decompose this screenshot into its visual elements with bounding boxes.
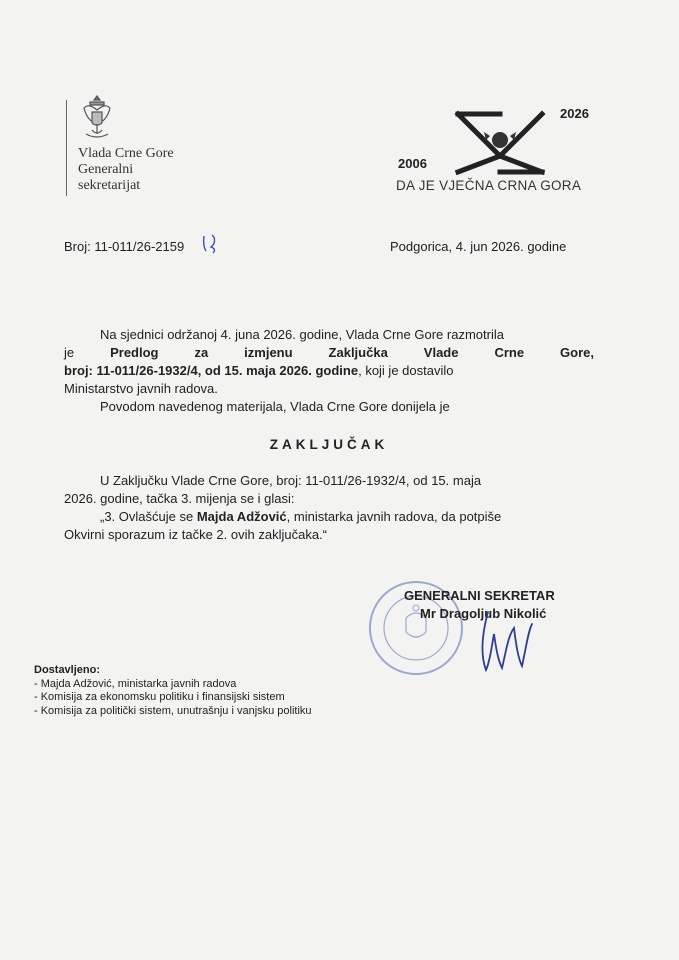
gov-line-1: Vlada Crne Gore [78,146,174,161]
quote-rest: , ministarka javnih radova, da potpiše [286,509,502,524]
signatory-title: GENERALNI SEKRETAR [404,588,555,603]
p1-word: Gore, [560,345,594,360]
p1-word: Zaključka [328,345,388,360]
document-body [64,326,594,544]
gov-line-2: Generalni [78,162,134,177]
signatory-name: Mr Dragoljub Nikolić [420,606,547,621]
distribution-item: - Komisija za politički sistem, unutrašnju i vanjsku politiku [34,704,312,717]
p3-line-2: 2026. godine, tačka 3. mijenja se i glasi: [64,491,295,506]
p1-line-2 [64,344,594,362]
paragraph-1 [64,326,594,344]
place-and-date: Podgorica, 4. jun 2026. godine [390,239,567,254]
distribution-item: - Komisija za ekonomsku politiku i finansijski sistem [34,691,285,703]
p1-line-3 [64,362,594,380]
quote-line-2: Okvirni sporazum iz tačke 2. ovih zaključaka.“ [64,527,327,542]
quote-start: „3. Ovlašćuje se [100,509,197,524]
paragraph-3 [64,472,594,490]
p3-line-1: U Zaključku Vlade Crne Gore, broj: 11-011/26-1932/4, od 15. maja [100,473,482,488]
p1-word: Crne [494,345,525,360]
handwritten-mark-icon [200,232,222,254]
handwritten-signature-icon [470,604,542,674]
conclusion-title: ZAKLJUČAK [269,437,389,452]
p1-word: za [194,345,209,360]
amendment-quote [64,508,594,526]
jubilee-year-end: 2026 [560,106,589,121]
coat-of-arms-icon [80,94,114,140]
p1-word: Vlade [423,345,459,360]
p1-word: Predlog [110,345,159,360]
distribution-heading: Dostavljeno: [34,664,101,676]
jubilee-motto: DA JE VJEČNA CRNA GORA [396,178,582,193]
document-number: Broj: 11-011/26-2159 [64,239,185,254]
p1-line-3-rest: , koji je dostavilo [358,363,454,378]
gov-line-3: sekretarijat [78,178,141,193]
paragraph-2: Povodom navedenog materijala, Vlada Crne Gore donijela je [100,399,450,414]
header-divider [66,100,67,196]
p1-word: je [64,345,75,360]
distribution-item: - Majda Adžović, ministarka javnih radova [34,677,237,690]
authorized-person: Majda Adžović [196,509,287,524]
p1-word: izmjenu [244,345,293,360]
proposal-reference: broj: 11-011/26-1932/4, od 15. maja 2026. godine [64,363,359,378]
distribution-list [34,664,312,718]
p1-line-1: Na sjednici održanoj 4. juna 2026. godine, Vlada Crne Gore razmotrila [100,327,504,342]
government-name [78,146,174,194]
p1-line-4: Ministarstvo javnih radova. [64,381,218,396]
jubilee-year-start: 2006 [398,156,427,171]
